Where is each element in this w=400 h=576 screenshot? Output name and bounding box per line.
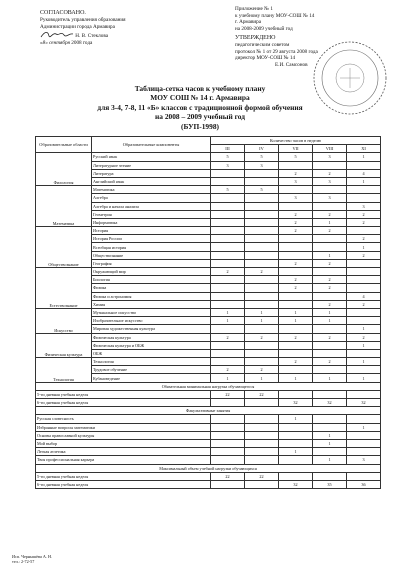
document-heading: [0, 84, 400, 131]
hours-cell: [347, 366, 381, 374]
hours-cell: [313, 366, 347, 374]
hours-cell: 22: [245, 390, 279, 398]
approval-left: [40, 10, 200, 47]
date-handwritten: 8» сентября: [42, 40, 70, 47]
hours-cell: 1: [347, 243, 381, 251]
agreed-label: СОГЛАСОВАНО.: [40, 10, 86, 16]
component-cell: Изобразительное искусство: [92, 317, 211, 325]
component-cell: Физика: [92, 284, 211, 292]
hours-cell: [211, 439, 245, 447]
component-cell: ОБЖ: [92, 349, 211, 357]
hours-cell: [279, 390, 313, 398]
hours-cell: [279, 202, 313, 210]
hours-cell: [313, 415, 347, 423]
table-row: [36, 415, 381, 423]
approver-name: Н. В. Стеклова: [75, 33, 109, 40]
executor-line: Исп. Чернышёва А. Н.: [12, 554, 53, 559]
section-row: [36, 382, 381, 390]
hours-cell: [347, 439, 381, 447]
hours-cell: [347, 448, 381, 456]
hours-cell: 3: [347, 202, 381, 210]
hours-cell: [347, 259, 381, 267]
hours-cell: 2: [313, 300, 347, 308]
hours-cell: [313, 349, 347, 357]
hours-cell: [279, 300, 313, 308]
hours-cell: [211, 194, 245, 202]
hours-cell: 3: [313, 194, 347, 202]
hours-cell: [245, 177, 279, 185]
hours-cell: 1: [245, 317, 279, 325]
area-cell: Искусство: [36, 308, 92, 333]
hours-cell: 2: [279, 259, 313, 267]
hours-cell: 3: [313, 153, 347, 161]
component-cell: Математика: [92, 186, 211, 194]
row-label-cell: Твоя профессиональная карьера: [36, 456, 211, 464]
hours-cell: [313, 268, 347, 276]
hours-cell: 1: [313, 439, 347, 447]
hours-cell: [245, 202, 279, 210]
hours-cell: [279, 431, 313, 439]
table-row: [36, 153, 381, 161]
row-label-cell: Легкая атлетика: [36, 448, 211, 456]
hours-cell: 2: [245, 366, 279, 374]
hours-cell: [245, 480, 279, 488]
hours-cell: 1: [313, 251, 347, 259]
hours-cell: 4: [347, 292, 381, 300]
hours-cell: 32: [279, 480, 313, 488]
director-name: Е.И. Самсонов: [275, 61, 308, 68]
hours-cell: [313, 325, 347, 333]
hours-cell: [313, 292, 347, 300]
component-cell: Литературное чтение: [92, 161, 211, 169]
hours-cell: [211, 480, 245, 488]
row-label-cell: Мой выбор: [36, 439, 211, 447]
table-header-row: [36, 137, 381, 145]
row-label-cell: 5-ти дневная учебная неделя: [36, 472, 211, 480]
hours-cell: [245, 358, 279, 366]
hours-cell: [279, 341, 313, 349]
hours-cell: 1: [347, 177, 381, 185]
row-label-cell: 6-ти дневная учебная неделя: [36, 480, 211, 488]
hours-cell: 2: [211, 366, 245, 374]
hours-cell: [347, 284, 381, 292]
hours-cell: [245, 218, 279, 226]
signature-row: [40, 30, 200, 40]
hours-cell: 1: [279, 317, 313, 325]
area-cell: Филология: [36, 153, 92, 186]
hours-cell: [211, 423, 245, 431]
section-title: Обязательная минимальная нагрузка обучающегося: [36, 382, 381, 390]
hours-cell: [279, 366, 313, 374]
appendix-line: г. Армавира: [235, 19, 262, 26]
hours-cell: [279, 439, 313, 447]
hours-cell: [245, 349, 279, 357]
heading-line: Таблица-сетка часов к учебному плану: [134, 84, 266, 93]
hours-cell: 22: [211, 390, 245, 398]
hours-cell: [211, 325, 245, 333]
header-area: Образовательные области: [36, 137, 92, 153]
executor-phone: тел.: 2-72-57: [12, 559, 35, 565]
hours-table-container: [35, 136, 380, 489]
approval-date: [40, 40, 200, 47]
hours-cell: [347, 276, 381, 284]
hours-cell: 2: [279, 276, 313, 284]
table-row: [36, 448, 381, 456]
header-hours: Количество часов в неделю: [211, 137, 381, 145]
component-cell: Физика и астрономия: [92, 292, 211, 300]
hours-cell: 2: [279, 169, 313, 177]
hours-cell: 5: [211, 153, 245, 161]
row-label-cell: 5-ти дневная учебная неделя: [36, 390, 211, 398]
table-row: [36, 431, 381, 439]
hours-cell: [245, 284, 279, 292]
hours-cell: 32: [347, 399, 381, 407]
heading-line: МОУ СОШ № 14 г. Армавира: [150, 93, 250, 103]
hours-cell: 2: [279, 210, 313, 218]
grade-header: VIII: [313, 145, 347, 153]
hours-cell: [279, 235, 313, 243]
hours-cell: [245, 243, 279, 251]
hours-cell: [313, 472, 347, 480]
hours-cell: [245, 423, 279, 431]
hours-cell: [279, 186, 313, 194]
hours-cell: [313, 341, 347, 349]
hours-cell: 1: [245, 374, 279, 382]
table-row: [36, 439, 381, 447]
table-row: [36, 186, 381, 194]
hours-cell: 5: [211, 186, 245, 194]
hours-cell: 1: [347, 341, 381, 349]
hours-cell: [245, 439, 279, 447]
hours-cell: [245, 325, 279, 333]
section-title: Максимальный объем учебной нагрузки обучающихся: [36, 464, 381, 472]
hours-cell: 2: [313, 259, 347, 267]
hours-cell: [347, 472, 381, 480]
heading-line: на 2008 – 2009 учебный год: [155, 112, 245, 122]
hours-cell: [211, 399, 245, 407]
area-cell: Математика: [36, 186, 92, 227]
date-year: 2008 года: [71, 40, 93, 47]
hours-cell: 1: [347, 358, 381, 366]
component-cell: Литература: [92, 169, 211, 177]
hours-cell: [211, 235, 245, 243]
area-cell: Физическая культура: [36, 333, 92, 358]
hours-cell: [211, 243, 245, 251]
signature-scribble-icon: [40, 30, 74, 40]
component-cell: Русский язык: [92, 153, 211, 161]
hours-cell: 1: [313, 308, 347, 316]
hours-cell: [279, 161, 313, 169]
approved-line: протокол № 1 от 29 августа 2008 года: [235, 48, 318, 55]
hours-cell: 1: [279, 308, 313, 316]
hours-cell: 2: [279, 284, 313, 292]
hours-cell: [279, 423, 313, 431]
hours-cell: 1: [347, 423, 381, 431]
appendix-line: на 2008-2009 учебный год: [235, 25, 293, 32]
hours-cell: 1: [211, 317, 245, 325]
hours-cell: 1: [279, 448, 313, 456]
approved-line: директор МОУ-СОШ № 14: [235, 55, 296, 62]
component-cell: Биология: [92, 276, 211, 284]
hours-cell: [211, 456, 245, 464]
hours-cell: 4: [347, 169, 381, 177]
hours-cell: 1: [347, 374, 381, 382]
hours-cell: [313, 390, 347, 398]
hours-cell: 35: [313, 480, 347, 488]
hours-cell: [313, 202, 347, 210]
approval-left-line: Руководитель управления образования: [40, 16, 126, 23]
hours-cell: 2: [211, 268, 245, 276]
hours-cell: 1: [279, 415, 313, 423]
heading-line: для 3-4, 7-8, 11 «Б» классов с традиционной формой обучения: [97, 102, 303, 112]
hours-cell: 2: [313, 210, 347, 218]
hours-cell: [211, 276, 245, 284]
hours-cell: [211, 300, 245, 308]
hours-cell: 22: [211, 472, 245, 480]
hours-cell: [279, 243, 313, 251]
component-cell: Мировая художественная культура: [92, 325, 211, 333]
hours-cell: 2: [313, 169, 347, 177]
hours-cell: 32: [313, 399, 347, 407]
hours-cell: [313, 161, 347, 169]
hours-cell: 2: [347, 300, 381, 308]
appendix-line: к учебному плану МОУ-СОШ № 14: [235, 12, 315, 19]
hours-cell: 1: [279, 374, 313, 382]
hours-cell: [211, 227, 245, 235]
component-cell: Английский язык: [92, 177, 211, 185]
hours-cell: [211, 292, 245, 300]
hours-cell: 5: [245, 153, 279, 161]
hours-cell: [313, 423, 347, 431]
hours-cell: 2: [279, 358, 313, 366]
grade-header: IV: [245, 145, 279, 153]
grade-header: VII: [279, 145, 313, 153]
component-cell: Окружающий мир: [92, 268, 211, 276]
component-cell: Алгебра и начала анализа: [92, 202, 211, 210]
hours-cell: [347, 308, 381, 316]
hours-cell: [245, 415, 279, 423]
row-label-cell: Русская словесность: [36, 415, 211, 423]
hours-cell: 2: [245, 268, 279, 276]
hours-table: [35, 136, 381, 489]
heading-line: (БУП-1998): [181, 121, 219, 131]
section-title: Факультативные занятия: [36, 407, 381, 415]
hours-cell: [211, 349, 245, 357]
hours-cell: 3: [279, 194, 313, 202]
hours-cell: [347, 431, 381, 439]
area-cell: Обществознание: [36, 227, 92, 268]
hours-cell: [347, 317, 381, 325]
hours-cell: 5: [245, 186, 279, 194]
hours-cell: [245, 210, 279, 218]
hours-cell: [313, 186, 347, 194]
hours-cell: 1: [313, 456, 347, 464]
hours-cell: [211, 358, 245, 366]
table-row: [36, 227, 381, 235]
hours-cell: 2: [279, 227, 313, 235]
hours-cell: [245, 456, 279, 464]
grade-header: III: [211, 145, 245, 153]
hours-cell: 1: [313, 218, 347, 226]
hours-cell: 2: [347, 235, 381, 243]
row-label-cell: Избранные вопросы математики: [36, 423, 211, 431]
hours-cell: 1: [347, 153, 381, 161]
hours-cell: 1: [211, 308, 245, 316]
hours-cell: 1: [245, 308, 279, 316]
hours-cell: [245, 292, 279, 300]
hours-cell: [245, 259, 279, 267]
hours-cell: 3: [279, 177, 313, 185]
table-row: [36, 333, 381, 341]
hours-cell: [211, 177, 245, 185]
component-cell: Всеобщая история: [92, 243, 211, 251]
hours-cell: [245, 300, 279, 308]
hours-cell: 1: [347, 325, 381, 333]
hours-cell: [211, 415, 245, 423]
hours-cell: [245, 194, 279, 202]
component-cell: Технология: [92, 358, 211, 366]
component-cell: История России: [92, 235, 211, 243]
component-cell: Обществознание: [92, 251, 211, 259]
component-cell: Информатика: [92, 218, 211, 226]
hours-cell: [347, 268, 381, 276]
hours-cell: [313, 243, 347, 251]
table-row: [36, 358, 381, 366]
hours-cell: [347, 194, 381, 202]
component-cell: Трудовое обучение: [92, 366, 211, 374]
hours-cell: 1: [211, 374, 245, 382]
area-cell: Технология: [36, 358, 92, 383]
hours-cell: [313, 235, 347, 243]
section-row: [36, 464, 381, 472]
component-cell: Алгебра: [92, 194, 211, 202]
row-label-cell: Основы православной культуры: [36, 431, 211, 439]
hours-cell: 3: [211, 161, 245, 169]
hours-cell: 2: [313, 358, 347, 366]
hours-cell: 3: [245, 161, 279, 169]
hours-cell: 3: [313, 177, 347, 185]
hours-cell: [279, 456, 313, 464]
table-row: [36, 390, 381, 398]
hours-cell: [347, 349, 381, 357]
grade-header: XI: [347, 145, 381, 153]
hours-cell: 2: [279, 218, 313, 226]
hours-cell: [245, 431, 279, 439]
approved-label: УТВЕРЖДЕНО: [235, 35, 276, 42]
hours-cell: [211, 202, 245, 210]
hours-cell: 2: [347, 251, 381, 259]
hours-cell: [279, 325, 313, 333]
hours-cell: [313, 448, 347, 456]
hours-cell: [211, 169, 245, 177]
table-row: [36, 308, 381, 316]
hours-cell: [211, 218, 245, 226]
hours-cell: 2: [313, 227, 347, 235]
date-prefix: «: [40, 40, 43, 47]
component-cell: История: [92, 227, 211, 235]
hours-cell: 1: [313, 374, 347, 382]
hours-cell: [245, 251, 279, 259]
hours-cell: [245, 399, 279, 407]
footer-executor: [12, 554, 52, 564]
hours-cell: [211, 251, 245, 259]
hours-cell: 22: [245, 472, 279, 480]
hours-cell: [245, 448, 279, 456]
header-component: Образовательные компоненты: [92, 137, 211, 153]
component-cell: Кубановедение: [92, 374, 211, 382]
table-row: [36, 456, 381, 464]
hours-cell: 2: [313, 284, 347, 292]
hours-cell: [347, 186, 381, 194]
hours-cell: [211, 210, 245, 218]
approved-line: педагогическим советом: [235, 41, 290, 48]
hours-cell: 2: [279, 333, 313, 341]
hours-cell: 2: [313, 333, 347, 341]
component-cell: Физическая культура: [92, 333, 211, 341]
component-cell: Геометрия: [92, 210, 211, 218]
table-row: [36, 480, 381, 488]
hours-cell: [211, 284, 245, 292]
hours-cell: 2: [211, 333, 245, 341]
row-label-cell: 6-ти дневная учебная неделя: [36, 399, 211, 407]
hours-cell: [279, 251, 313, 259]
hours-cell: [245, 169, 279, 177]
hours-cell: [279, 349, 313, 357]
component-cell: География: [92, 259, 211, 267]
hours-cell: 2: [347, 333, 381, 341]
table-row: [36, 268, 381, 276]
table-row: [36, 399, 381, 407]
table-body: [36, 153, 381, 489]
component-cell: Музыкальное искусство: [92, 308, 211, 316]
hours-cell: [245, 235, 279, 243]
hours-cell: [279, 292, 313, 300]
hours-cell: 2: [313, 276, 347, 284]
hours-cell: 2: [347, 210, 381, 218]
hours-cell: 2: [245, 333, 279, 341]
hours-cell: 2: [347, 218, 381, 226]
hours-cell: [279, 472, 313, 480]
hours-cell: [211, 448, 245, 456]
appendix-line: Приложение № 1: [235, 6, 273, 12]
hours-cell: 3: [347, 456, 381, 464]
area-cell: Естествознание: [36, 268, 92, 309]
hours-cell: [245, 227, 279, 235]
hours-cell: [245, 341, 279, 349]
approval-left-line: Администрации города Армавира: [40, 23, 115, 30]
hours-cell: 5: [279, 153, 313, 161]
hours-cell: [279, 268, 313, 276]
hours-cell: 36: [347, 480, 381, 488]
hours-cell: [347, 227, 381, 235]
hours-cell: [245, 276, 279, 284]
hours-cell: 1: [313, 317, 347, 325]
component-cell: Физическая культура и ОБЖ: [92, 341, 211, 349]
hours-cell: [347, 415, 381, 423]
hours-cell: 32: [279, 399, 313, 407]
hours-cell: [211, 259, 245, 267]
hours-cell: [211, 341, 245, 349]
section-row: [36, 407, 381, 415]
hours-cell: [211, 431, 245, 439]
hours-cell: [347, 390, 381, 398]
hours-cell: 1: [313, 431, 347, 439]
table-row: [36, 472, 381, 480]
table-row: [36, 423, 381, 431]
component-cell: Химия: [92, 300, 211, 308]
hours-cell: [347, 161, 381, 169]
